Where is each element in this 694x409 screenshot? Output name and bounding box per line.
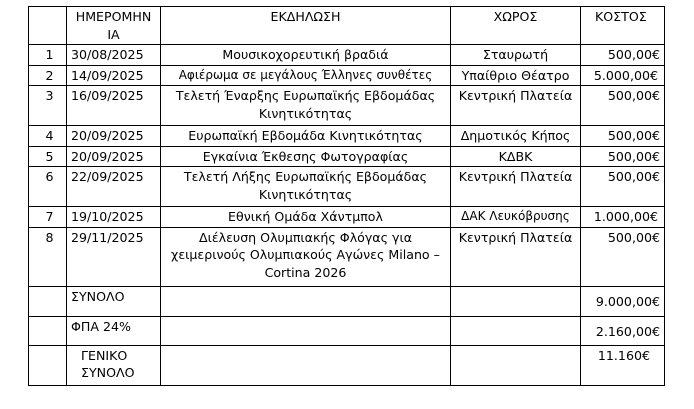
row-place: Υπαίθριο Θέατρο <box>451 65 581 86</box>
row-place: ΔΑΚ Λευκόβρυσης <box>451 207 581 228</box>
grand-total-label: ΓΕΝΙΚΟ ΣΥΝΟΛΟ <box>67 345 161 385</box>
row-index: 1 <box>29 45 67 66</box>
row-event: Διέλευση Ολυμπιακής Φλόγας για χειμερινούς Ολυμπιακούς Αγώνες Milano – Cortina 2026 <box>161 227 451 286</box>
row-event: Εγκαίνια Έκθεσης Φωτογραφίας <box>161 146 451 167</box>
grand-total-place-cell <box>451 345 581 385</box>
budget-table <box>28 6 665 386</box>
row-date: 16/09/2025 <box>67 86 161 126</box>
table-row <box>29 86 665 126</box>
header-index <box>29 7 67 45</box>
vat-index <box>29 316 67 345</box>
row-event: Τελετή Έναρξης Ευρωπαϊκής Εβδομάδας Κινητικότητας <box>161 86 451 126</box>
table-row <box>29 45 665 66</box>
grand-total-index <box>29 345 67 385</box>
vat-place-cell <box>451 316 581 345</box>
row-place: Κεντρική Πλατεία <box>451 227 581 286</box>
row-date: 29/11/2025 <box>67 227 161 286</box>
table-row <box>29 126 665 147</box>
row-event: Εθνική Ομάδα Χάντμπολ <box>161 207 451 228</box>
row-date: 14/09/2025 <box>67 65 161 86</box>
row-cost: 500,00€ <box>581 45 665 66</box>
document-page <box>28 6 665 386</box>
row-place: Κεντρική Πλατεία <box>451 86 581 126</box>
vat-event-cell <box>161 316 451 345</box>
row-cost: 500,00€ <box>581 227 665 286</box>
table-row <box>29 167 665 207</box>
table-row <box>29 207 665 228</box>
row-event: Μουσικοχορευτική βραδιά <box>161 45 451 66</box>
total-label: ΣΥΝΟΛΟ <box>67 286 161 316</box>
row-index: 8 <box>29 227 67 286</box>
grand-total-event-cell <box>161 345 451 385</box>
total-place-cell <box>451 286 581 316</box>
row-date: 19/10/2025 <box>67 207 161 228</box>
header-place: ΧΩΡΟΣ <box>451 7 581 45</box>
grand-total-row <box>29 345 665 385</box>
vat-row <box>29 316 665 345</box>
vat-label: ΦΠΑ 24% <box>67 316 161 345</box>
row-date: 22/09/2025 <box>67 167 161 207</box>
total-index <box>29 286 67 316</box>
row-event: Αφιέρωμα σε μεγάλους Έλληνες συνθέτες <box>161 65 451 86</box>
row-cost: 500,00€ <box>581 146 665 167</box>
row-place: Κεντρική Πλατεία <box>451 167 581 207</box>
table-row <box>29 65 665 86</box>
table-body <box>29 45 665 386</box>
row-cost: 500,00€ <box>581 167 665 207</box>
total-value: 9.000,00€ <box>581 286 665 316</box>
row-cost: 1.000,00€ <box>581 207 665 228</box>
row-index: 6 <box>29 167 67 207</box>
cut-off-text-line <box>30 400 650 409</box>
header-date: ΗΜΕΡΟΜΗΝΙΑ <box>67 7 161 45</box>
header-cost: ΚΟΣΤΟΣ <box>581 7 665 45</box>
row-date: 20/09/2025 <box>67 126 161 147</box>
header-event: ΕΚΔΗΛΩΣΗ <box>161 7 451 45</box>
row-date: 20/09/2025 <box>67 146 161 167</box>
vat-value: 2.160,00€ <box>581 316 665 345</box>
table-row <box>29 227 665 286</box>
row-index: 3 <box>29 86 67 126</box>
row-cost: 5.000,00€ <box>581 65 665 86</box>
row-cost: 500,00€ <box>581 86 665 126</box>
table-row <box>29 146 665 167</box>
row-date: 30/08/2025 <box>67 45 161 66</box>
table-header-row <box>29 7 665 45</box>
grand-total-value: 11.160€ <box>581 345 665 385</box>
row-index: 4 <box>29 126 67 147</box>
row-index: 7 <box>29 207 67 228</box>
row-place: ΚΔΒΚ <box>451 146 581 167</box>
total-row <box>29 286 665 316</box>
total-event-cell <box>161 286 451 316</box>
row-index: 5 <box>29 146 67 167</box>
row-event: Τελετή Λήξης Ευρωπαϊκής Εβδομάδας Κινητικότητας <box>161 167 451 207</box>
row-place: Δημοτικός Κήπος <box>451 126 581 147</box>
row-index: 2 <box>29 65 67 86</box>
row-place: Σταυρωτή <box>451 45 581 66</box>
row-event: Ευρωπαϊκή Εβδομάδα Κινητικότητας <box>161 126 451 147</box>
row-cost: 500,00€ <box>581 126 665 147</box>
